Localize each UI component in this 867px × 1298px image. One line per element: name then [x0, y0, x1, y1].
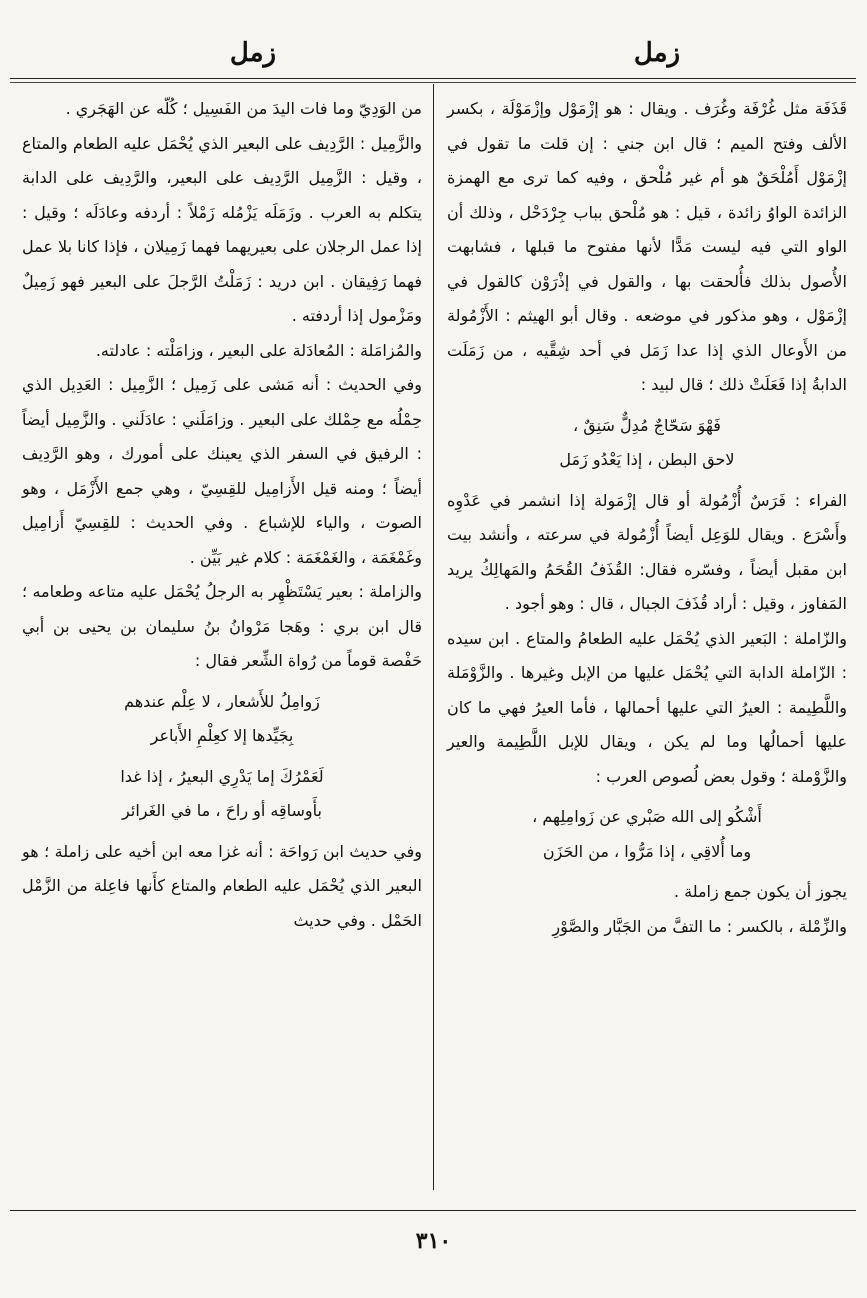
right-paragraph-1: قَذَفَة مثل غُرْفَة وغُرَف . ويقال : هو إزْمَوْل وإزْمَوْلَة ، بكسر الألف وفتح الميم ؛ قال ابن جني : إن قلت ما تقول في إزْمَوْل أَمُلْحَقٌ هو أم غير مُلْحق ، وفيه كما ترى مع الهمزة الزائدة الواوُ زائدة ، قيل : هو مُلْحق بباب جِرْدَحْل ، وذلك أن الواو التي فيه ليست مَدًّا لأنها مفتوح ما قبلها ، فشابهت الأُصول بذلك فأُلحقت بها ، والقول في إذْرَوْن كالقول في إزْمَوْل ، وهو مذكور في موضعه . وقال أبو الهيثم : الأَزْمُولة من الأَوعال الذي إذا عدا زَمَل في أحد شِقَّيه ، من زَمَلَت الدابةُ إذا فَعَلَتْ ذلك ؛ قال لبيد : [447, 99, 847, 394]
right-paragraph-5: والزِّمْلة ، بالكسر : ما التفَّ من الجَبَّار والصَّوْرِ [552, 916, 847, 936]
right-column [447, 92, 847, 944]
verse-line: بِجَيِّدها إلا كعِلْمِ الأَباعر [150, 726, 294, 745]
left-paragraph-4: وفي الحديث : أنه مَشى على زَمِيل ؛ الزَّمِيل : العَدِيل الذي حِمْلُه مع حِمْلك على البعير . وزامَلَني : عادَلَني . والزَّمِيل أيضاً : الرفيق في السفر الذي يعينك على أمورك ، وهو الرَّدِيف أيضاً ؛ ومنه قيل الأَزامِيل للقِسِيّ ، وهي جمع الأَزْمَل ، وهو الصوت ، والياء للإشباع . وفي الحديث : للقِسِيّ أَزامِيل وغَمْغَمَة ، والغَمْغَمَة : كلام غير بَيِّن . [22, 375, 422, 567]
verse-line: لَعَمْرُكَ إما يَدْرِي البعيرُ ، إذا غدا [120, 766, 324, 786]
left-paragraph-5: والزاملة : بعير يَسْتَظْهِر به الرجلُ يُحْمَل عليه متاعه وطعامه ؛ قال ابن بري : وهَجا مَرْوانُ بنُ سليمان بن يحيى بن أبي حَفْصة قوماً من رُواة الشِّعر فقال : [22, 582, 422, 670]
left-verse-1 [22, 685, 422, 754]
left-verse-2 [22, 760, 422, 829]
left-paragraph-3: والمُزامَلة : المُعادَلة على البعير ، وزامَلْته : عادلته. [95, 340, 422, 360]
right-verse-2 [447, 800, 847, 869]
top-rule [10, 78, 856, 79]
right-paragraph-2: الفراء : فَرَسٌ أُزْمُولة أو قال إزْمَولة إذا انشمر في عَدْوِه وأَسْرَع . ويقال للوَعِل أيضاً أُزْمُولة في سرعته ، وأنشد بيت ابن مقبل أيضاً ، وفسّره فقال: القُذَفُ القُحَمُ والمَهالِكُ يريد المَفاوز ، وقيل : أراد قُذَفَ الجبال ، قال : وهو أجود . [447, 490, 847, 613]
verse-line: بأَوساقِه أو راحَ ، ما في الغَرائر [122, 801, 322, 820]
left-paragraph-2: والزَّمِيل : الرَّدِيف على البعير الذي يُحْمَل عليه الطعام والمتاع ، وقيل : الزَّمِيل الرَّدِيف على البعير، والرَّدِيف على الدابة يتكلم به العرب . وزَمَلَه يَزْمُله زَمْلاً : أردفه وعادَلَه ؛ وقيل : إذا عمل الرجلان على بعيريهما فهما زَمِيلان ، فإذا كانا بلا عمل فهما رَفِيقان . ابن دريد : زَمَلْتُ الرَّجلَ على البعير فهو زَمِيلٌ ومَزْمول إذا أردفته . [22, 133, 422, 325]
column-divider [433, 84, 434, 1190]
left-column [22, 92, 422, 938]
bottom-rule [10, 1210, 856, 1211]
header-left-word: زمل [229, 38, 277, 68]
page-number: ٣١٠ [415, 1228, 452, 1254]
verse-line: فَهْوَ سَحّاجٌ مُدِلٌّ سَنِقٌ ، [573, 415, 721, 435]
right-paragraph-4: يجوز أن يكون جمع زاملة . [673, 882, 847, 901]
verse-line: لاحق البطن ، إذا يَعْدُو زَمَل [559, 450, 735, 469]
right-verse-1 [447, 409, 847, 478]
top-rule-thin [10, 82, 856, 83]
right-paragraph-3: والزّاملة : البَعير الذي يُحْمَل عليه الطعامُ والمتاع . ابن سيده : الزّاملة الدابة التي يُحْمَل عليها من الإبل وغيرها . والزَّوْمَلة واللَّطِيمة : العيرُ التي عليها أحمالها ، فأما العيرُ فهي ما كان عليها أحمالُها وما لم يكن ، ويقال للإبل اللَّطِيمة والعير والزَّوْملة ؛ وقول بعض لُصوص العرب : [447, 628, 847, 786]
header-right-word: زمل [633, 38, 681, 68]
left-paragraph-1: من الوَدِيّ وما فات اليدَ من الفَسِيل ؛ كُلّه عن الهَجَري . [65, 99, 422, 118]
verse-line: أَشْكُو إلى الله صَبْري عن زَوامِلِهم ، [532, 807, 762, 826]
verse-line: وما أُلاقِي ، إذا مَرُّوا ، من الحَزَن [542, 841, 752, 861]
verse-line: زَوامِلُ للأَشعار ، لا عِلْم عندهم [124, 691, 320, 711]
left-paragraph-6: وفي حديث ابن رَواحَة : أنه غزا معه ابن أخيه على زاملة ؛ هو البعير الذي يُحْمَل عليه الطعام والمتاع كأَنها فاعِلة من الزَّمْل الحَمْل . وفي حديث [22, 841, 422, 930]
